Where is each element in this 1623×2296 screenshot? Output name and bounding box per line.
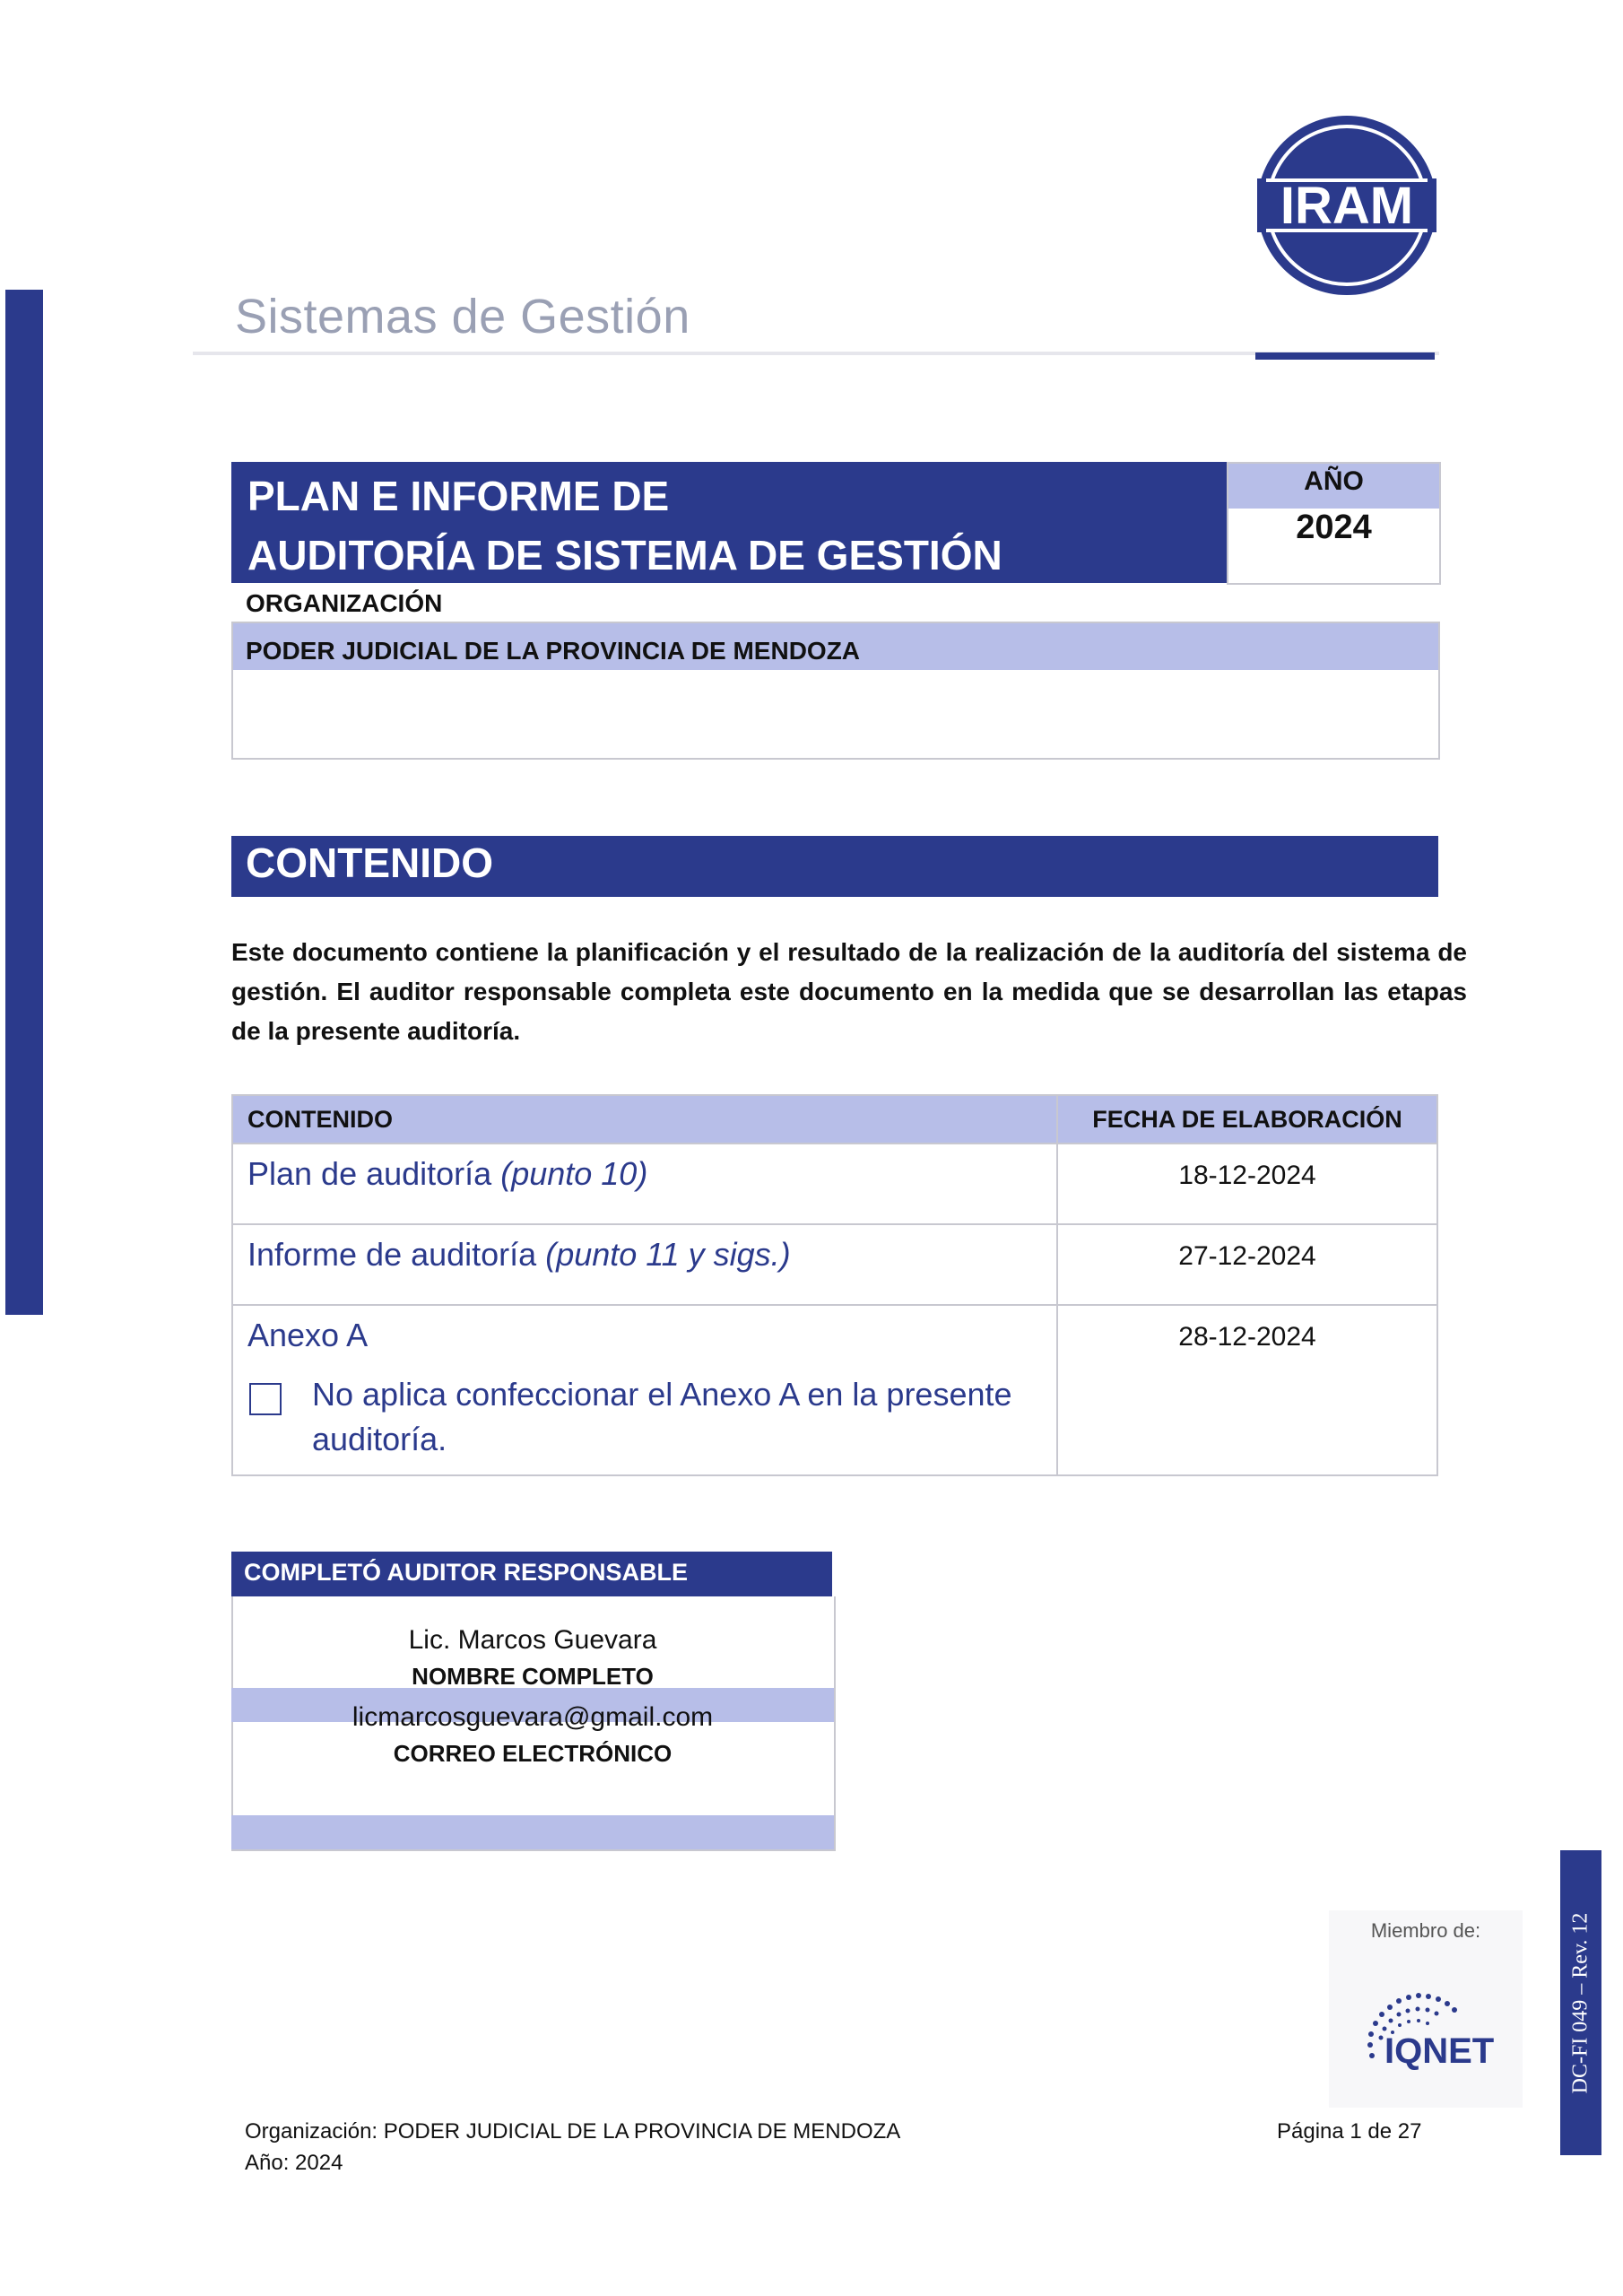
row-date: 18-12-2024 [1057,1144,1437,1224]
row-label: Informe de auditoría [247,1236,546,1273]
contents-table [231,1094,1438,1476]
footer-organization: Organización: PODER JUDICIAL DE LA PROVINCIA DE MENDOZA [245,2119,901,2144]
auditor-heading: COMPLETÓ AUDITOR RESPONSABLE [244,1559,689,1586]
row-reference: (punto 10) [500,1155,648,1192]
header-title: Sistemas de Gestión [235,290,690,344]
row-reference: (punto 11 y sigs.) [545,1236,791,1273]
annex-label: Anexo A [247,1317,369,1353]
auditor-name: Lic. Marcos Guevara [408,1625,657,1655]
table-row [232,1224,1437,1305]
document-title-line1: PLAN E INFORME DE [247,473,670,519]
document-title-line2: AUDITORÍA DE SISTEMA DE GESTIÓN [247,532,1002,578]
table-row [232,1305,1437,1475]
document-code [1560,1850,1601,2155]
table-row [232,1144,1437,1224]
footer-page-number: Página 1 de 27 [1277,2119,1422,2144]
auditor-name-label: NOMBRE COMPLETO [412,1663,654,1690]
row-content-cell [232,1224,1057,1305]
iqnet-member-text: Miembro de: [1370,1919,1481,1942]
row-content-cell [232,1144,1057,1224]
row-content-cell [232,1305,1057,1475]
organization-label: ORGANIZACIÓN [246,589,443,617]
iqnet-logo-text: IQNET [1384,2031,1495,2071]
annex-not-applicable-option [247,1372,1042,1462]
iqnet-logo [1359,1973,1521,2072]
organization-value: PODER JUDICIAL DE LA PROVINCIA DE MENDOZA [246,637,861,665]
iram-logo [1254,112,1440,299]
iram-logo-text: IRAM [1280,177,1414,235]
year-label: AÑO [1304,466,1364,496]
annex-not-applicable-text: No aplica confeccionar el Anexo A en la presente auditoría. [312,1376,1012,1457]
document-title [247,466,1002,585]
row-date: 28-12-2024 [1057,1305,1437,1475]
footer-year: Año: 2024 [245,2151,343,2175]
year-value: 2024 [1296,509,1372,546]
column-header-content: CONTENIDO [232,1095,1057,1144]
auditor-band [231,1815,834,1849]
document-code-text: DC-FI 049 – Rev. 12 [1568,1912,1593,2093]
column-header-date: FECHA DE ELABORACIÓN [1057,1095,1437,1144]
side-accent-bar [5,290,43,1315]
annex-not-applicable-checkbox[interactable] [249,1383,282,1415]
contents-heading: CONTENIDO [246,839,493,886]
row-label: Plan de auditoría [247,1155,501,1192]
row-date: 27-12-2024 [1057,1224,1437,1305]
header-divider-accent [1255,352,1435,360]
auditor-email: licmarcosguevara@gmail.com [352,1702,714,1732]
intro-paragraph: Este documento contiene la planificación y el resultado de la realización de la auditoría del sistema de gestión. El auditor responsable completa este documento en la medida que se desarrollan las etapas de la presente auditoría. [231,938,1467,1045]
header-divider [193,352,1439,355]
contents-table-header [232,1095,1437,1144]
auditor-email-label: CORREO ELECTRÓNICO [393,1740,673,1767]
